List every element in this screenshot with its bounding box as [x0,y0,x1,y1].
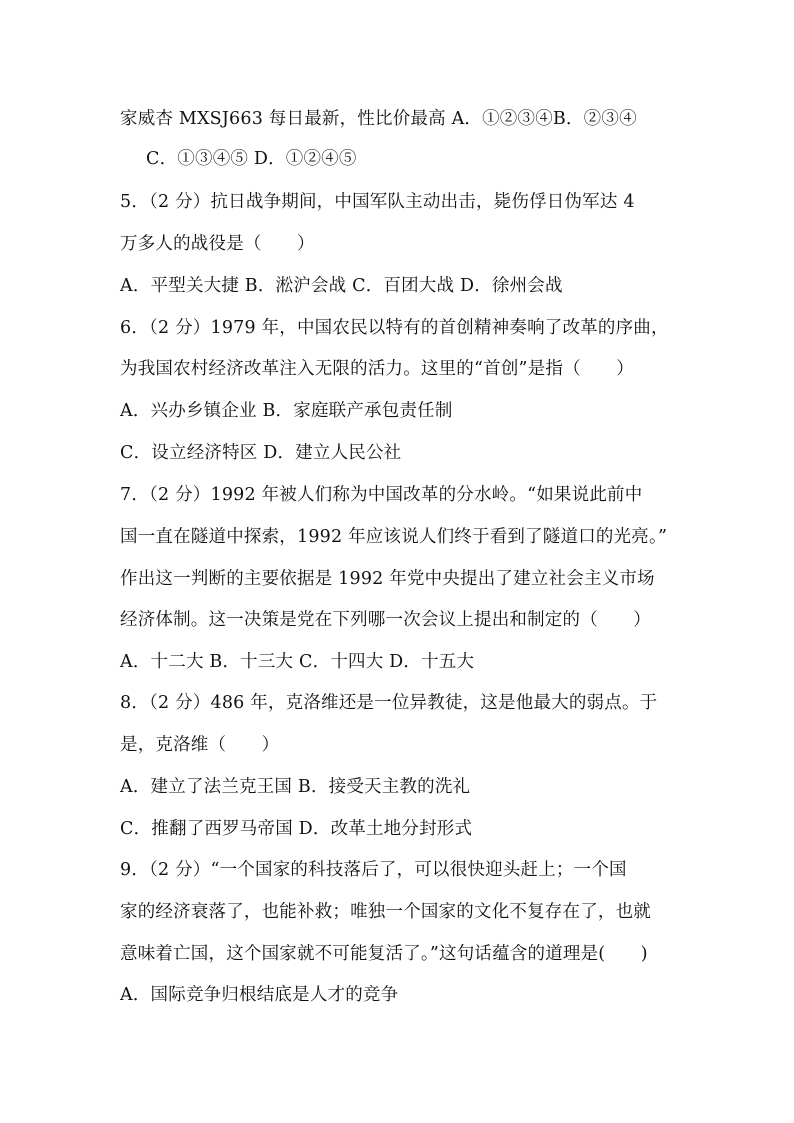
question-5-stem-cont: 万多人的战役是（ ） [120,234,315,254]
question-6-options-cd: C．设立经济特区 D．建立人民公社 [120,443,402,463]
question-6-options-ab: A．兴办乡镇企业 B．家庭联产承包责任制 [120,401,453,421]
question-6-stem: 6．（2 分）1979 年，中国农民以特有的首创精神奏响了改革的序曲， [120,318,669,338]
question-5-stem: 5．（2 分）抗日战争期间，中国军队主动出击，毙伤俘日伪军达 4 [120,192,635,212]
question-5-options: A．平型关大捷 B．淞沪会战 C．百团大战 D．徐州会战 [120,276,563,296]
question-8-stem: 8．（2 分）486 年，克洛维还是一位异教徒，这是他最大的弱点。于 [120,693,658,713]
question-9-option-a: A．国际竞争归根结底是人才的竞争 [120,985,399,1005]
question-7-stem: 7．（2 分）1992 年被人们称为中国改革的分水岭。“如果说此前中 [120,485,643,505]
question-9-stem-cont-2: 意味着亡国，这个国家就不可能复活了。”这句话蕴含的道理是( ) [120,944,648,964]
question-7-stem-cont-2: 作出这一判断的主要依据是 1992 年党中央提出了建立社会主义市场 [120,569,655,589]
question-8-stem-cont: 是，克洛维（ ） [120,735,280,755]
text-line-2: C．①③④⑤ D．①②④⑤ [146,149,357,169]
question-8-options-cd: C．推翻了西罗马帝国 D．改革土地分封形式 [120,819,473,839]
question-7-stem-cont-1: 国一直在隧道中探索，1992 年应该说人们终于看到了隧道口的光亮。” [120,527,668,547]
text-line-1: 家威杏 MXSJ663 每日最新，性比价最高 A．①②③④B．②③④ [120,109,637,129]
question-7-stem-cont-3: 经济体制。这一决策是党在下列哪一次会议上提出和制定的（ ） [120,610,651,630]
question-6-stem-cont: 为我国农村经济改革注入无限的活力。这里的“首创”是指（ ） [120,359,634,379]
question-7-options: A．十二大 B．十三大 C．十四大 D．十五大 [120,652,475,672]
question-9-stem-cont-1: 家的经济衰落了，也能补救；唯独一个国家的文化不复存在了，也就 [120,902,651,922]
question-8-options-ab: A．建立了法兰克王国 B．接受天主教的洗礼 [120,777,471,797]
question-9-stem: 9．（2 分）“一个国家的科技落后了，可以很快迎头赶上；一个国 [120,860,627,880]
